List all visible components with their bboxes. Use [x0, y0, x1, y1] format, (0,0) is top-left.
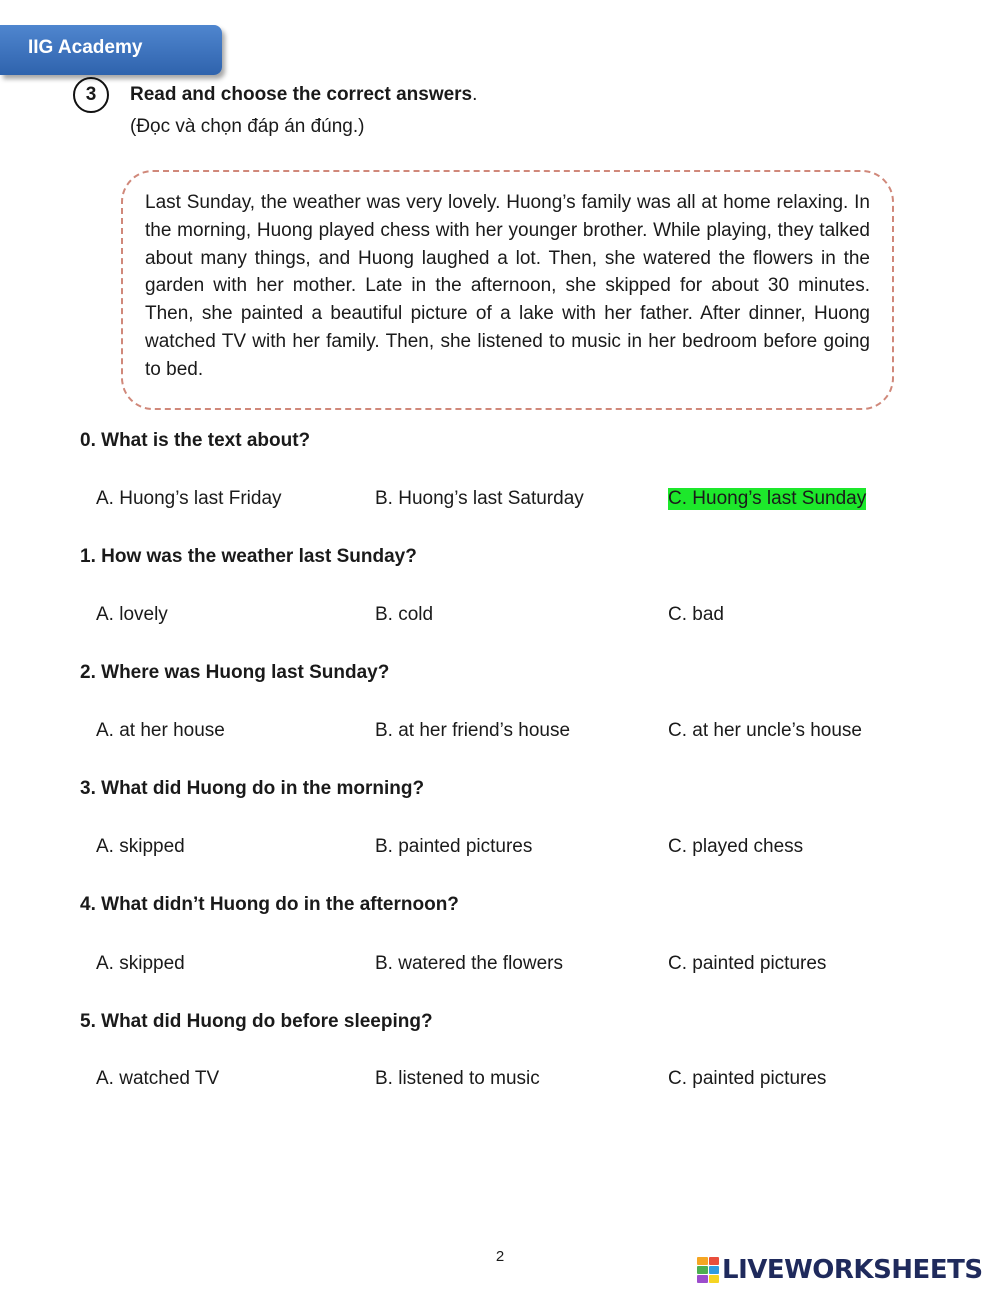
question-0-option-c-selected[interactable]: C. Huong’s last Sunday — [668, 488, 867, 509]
question-5-option-b[interactable]: B. listened to music — [375, 1068, 540, 1089]
question-2-option-b[interactable]: B. at her friend’s house — [375, 720, 571, 741]
question-1-option-b[interactable]: B. cold — [375, 604, 434, 625]
reading-passage: Last Sunday, the weather was very lovely. Huong’s family was all at home relaxing. In the morning, Huong played chess with her younger brother. While playing, they talked about many things, and Huong laughed a lot. Then, she watered the flowers in the garden with her mother. Late in the afternoon, she skipped for about 30 minutes. Then, she painted a beautiful picture of a lake with her father. After dinner, Huong watched TV with her family. Then, she listened to music in her bedroom before going to bed. — [145, 192, 870, 380]
question-2-option-a[interactable]: A. at her house — [96, 720, 225, 741]
question-5-option-c[interactable]: C. painted pictures — [668, 1068, 827, 1089]
question-text: How was the weather last Sunday? — [95, 546, 417, 567]
question-1-option-c[interactable]: C. bad — [668, 604, 724, 625]
exercise-subtitle: (Đọc và chọn đáp án đúng.) — [130, 116, 365, 137]
exercise-number: 3 — [85, 84, 97, 105]
question-5-option-a[interactable]: A. watched TV — [96, 1068, 220, 1089]
question-number: 3. — [80, 778, 96, 799]
question-0-option-a[interactable]: A. Huong’s last Friday — [96, 488, 282, 509]
question-3-option-b[interactable]: B. painted pictures — [375, 836, 533, 857]
question-4-option-c[interactable]: C. painted pictures — [668, 953, 827, 974]
exercise-title-text: Read and choose the correct answers — [130, 84, 473, 105]
page-number: 2 — [495, 1248, 505, 1265]
liveworksheets-logo[interactable] — [697, 1255, 983, 1285]
question-0-option-b[interactable]: B. Huong’s last Saturday — [375, 488, 584, 509]
question-1-option-a[interactable]: A. lovely — [96, 604, 168, 625]
question-number: 1. — [80, 546, 96, 567]
question-text: What did Huong do before sleeping? — [95, 1011, 433, 1032]
academy-banner — [0, 25, 222, 75]
question-text: Where was Huong last Sunday? — [95, 662, 390, 683]
question-number: 0. — [80, 430, 96, 451]
question-4-option-a[interactable]: A. skipped — [96, 953, 185, 974]
question-1 — [80, 546, 417, 568]
question-number: 2. — [80, 662, 96, 683]
question-text: What didn’t Huong do in the afternoon? — [95, 894, 459, 915]
question-3-option-c[interactable]: C. played chess — [668, 836, 804, 857]
question-number: 4. — [80, 894, 96, 915]
exercise-title — [130, 84, 477, 106]
question-4-option-b[interactable]: B. watered the flowers — [375, 953, 563, 974]
question-3 — [80, 778, 424, 800]
question-2-option-c[interactable]: C. at her uncle’s house — [668, 720, 862, 741]
question-0 — [80, 430, 310, 452]
question-text: What is the text about? — [95, 430, 311, 451]
question-text: What did Huong do in the morning? — [95, 778, 425, 799]
exercise-title-punct: . — [472, 84, 478, 105]
liveworksheets-logo-icon — [697, 1257, 719, 1283]
question-number: 5. — [80, 1011, 96, 1032]
liveworksheets-logo-text: LIVEWORKSHEETS — [722, 1255, 983, 1285]
question-4 — [80, 894, 459, 916]
question-3-option-a[interactable]: A. skipped — [96, 836, 185, 857]
question-5 — [80, 1011, 433, 1033]
exercise-number-badge — [73, 77, 109, 113]
academy-label: IIG Academy — [28, 37, 143, 58]
question-2 — [80, 662, 389, 684]
